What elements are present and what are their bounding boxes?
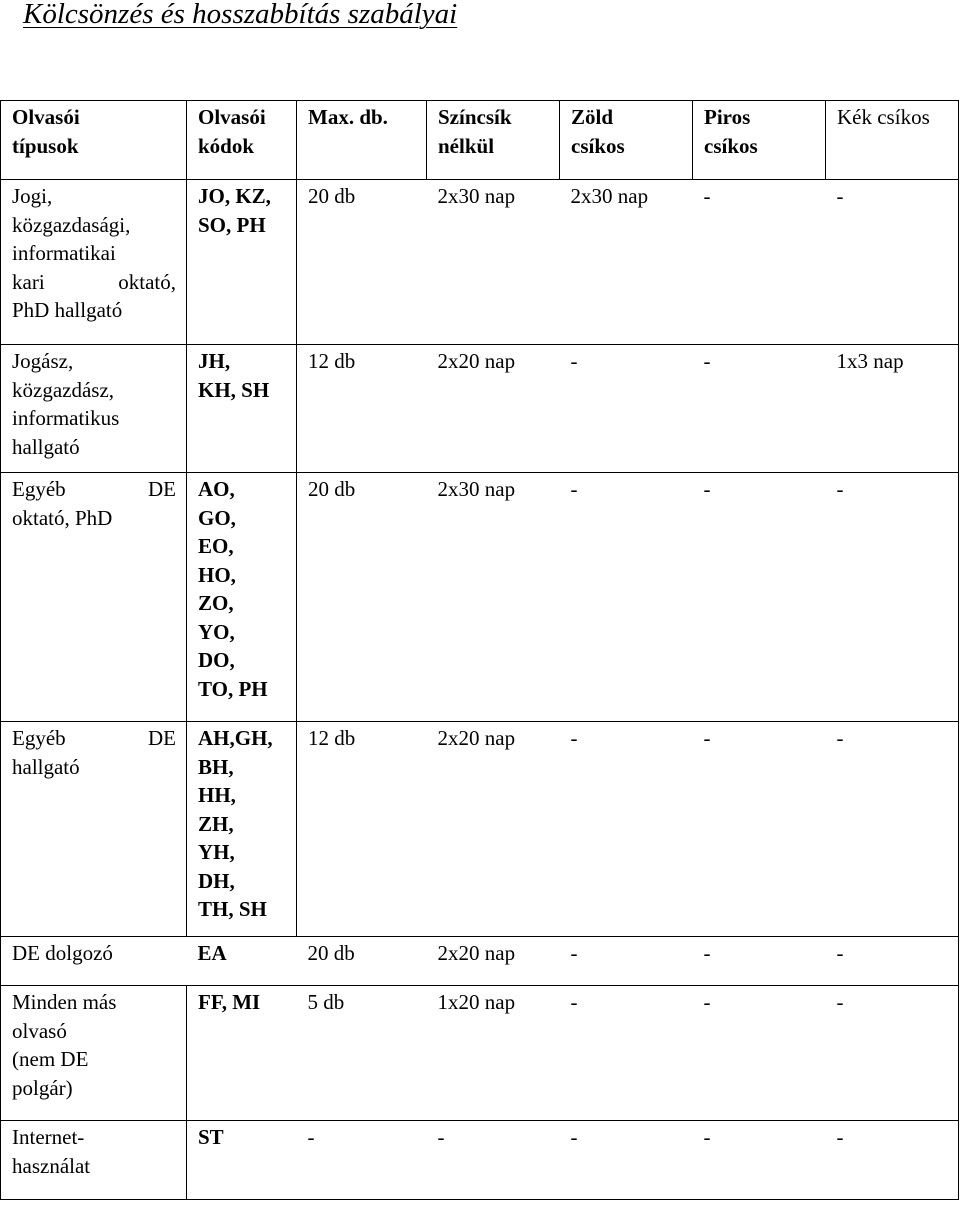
table-row <box>1 937 959 986</box>
reader-type-cell: DE dolgozó <box>1 937 187 986</box>
max-count-cell: - <box>297 1121 427 1200</box>
blue-stripe-cell: - <box>826 937 959 986</box>
green-stripe-cell: - <box>560 473 693 722</box>
table-row <box>1 473 959 722</box>
reader-codes-cell: ST <box>187 1121 297 1200</box>
table-row <box>1 180 959 345</box>
reader-codes-cell: AO, GO, EO, HO, ZO, YO, DO, TO, PH <box>187 473 297 722</box>
blue-stripe-cell: - <box>826 722 959 937</box>
header-no-stripe: Színcsík nélkül <box>427 101 560 180</box>
max-count-cell: 20 db <box>297 473 427 722</box>
green-stripe-cell: - <box>560 1121 693 1200</box>
no-stripe-cell: 2x20 nap <box>427 345 560 473</box>
reader-codes-cell: JO, KZ, SO, PH <box>187 180 297 345</box>
header-blue-stripe: Kék csíkos <box>826 101 959 180</box>
max-count-cell: 5 db <box>297 986 427 1121</box>
green-stripe-cell: - <box>560 345 693 473</box>
reader-codes-cell: AH,GH, BH, HH, ZH, YH, DH, TH, SH <box>187 722 297 937</box>
page-title: Kölcsönzés és hosszabbítás szabályai <box>23 0 458 30</box>
reader-type-cell: Egyéb DE hallgató <box>1 722 187 937</box>
lending-rules-table <box>0 100 959 1200</box>
max-count-cell: 20 db <box>297 180 427 345</box>
table-row <box>1 345 959 473</box>
table-row <box>1 1121 959 1200</box>
max-count-cell: 12 db <box>297 345 427 473</box>
blue-stripe-cell: - <box>826 1121 959 1200</box>
reader-codes-cell: EA <box>187 937 297 986</box>
no-stripe-cell: 2x20 nap <box>427 937 560 986</box>
header-green-stripe: Zöld csíkos <box>560 101 693 180</box>
red-stripe-cell: - <box>693 473 826 722</box>
green-stripe-cell: - <box>560 937 693 986</box>
header-reader-types: Olvasói típusok <box>1 101 187 180</box>
reader-type-cell: Minden más olvasó (nem DE polgár) <box>1 986 187 1121</box>
red-stripe-cell: - <box>693 345 826 473</box>
max-count-cell: 12 db <box>297 722 427 937</box>
blue-stripe-cell: - <box>826 180 959 345</box>
no-stripe-cell: 1x20 nap <box>427 986 560 1121</box>
red-stripe-cell: - <box>693 937 826 986</box>
red-stripe-cell: - <box>693 180 826 345</box>
green-stripe-cell: - <box>560 722 693 937</box>
reader-type-cell: Internet- használat <box>1 1121 187 1200</box>
reader-codes-cell: FF, MI <box>187 986 297 1121</box>
table-row <box>1 722 959 937</box>
green-stripe-cell: - <box>560 986 693 1121</box>
reader-type-cell: Egyéb DE oktató, PhD <box>1 473 187 722</box>
no-stripe-cell: 2x30 nap <box>427 473 560 722</box>
max-count-cell: 20 db <box>297 937 427 986</box>
reader-codes-cell: JH, KH, SH <box>187 345 297 473</box>
no-stripe-cell: - <box>427 1121 560 1200</box>
header-max-count: Max. db. <box>297 101 427 180</box>
red-stripe-cell: - <box>693 1121 826 1200</box>
blue-stripe-cell: - <box>826 986 959 1121</box>
header-row <box>1 101 959 180</box>
no-stripe-cell: 2x20 nap <box>427 722 560 937</box>
blue-stripe-cell: - <box>826 473 959 722</box>
header-reader-codes: Olvasói kódok <box>187 101 297 180</box>
table-row <box>1 986 959 1121</box>
no-stripe-cell: 2x30 nap <box>427 180 560 345</box>
reader-type-cell: Jogász, közgazdász, informatikus hallgató <box>1 345 187 473</box>
red-stripe-cell: - <box>693 986 826 1121</box>
reader-type-cell: Jogi, közgazdasági, informatikai kari oktató, PhD hallgató <box>1 180 187 345</box>
table-body <box>1 101 959 1200</box>
red-stripe-cell: - <box>693 722 826 937</box>
blue-stripe-cell: 1x3 nap <box>826 345 959 473</box>
header-red-stripe: Piros csíkos <box>693 101 826 180</box>
green-stripe-cell: 2x30 nap <box>560 180 693 345</box>
